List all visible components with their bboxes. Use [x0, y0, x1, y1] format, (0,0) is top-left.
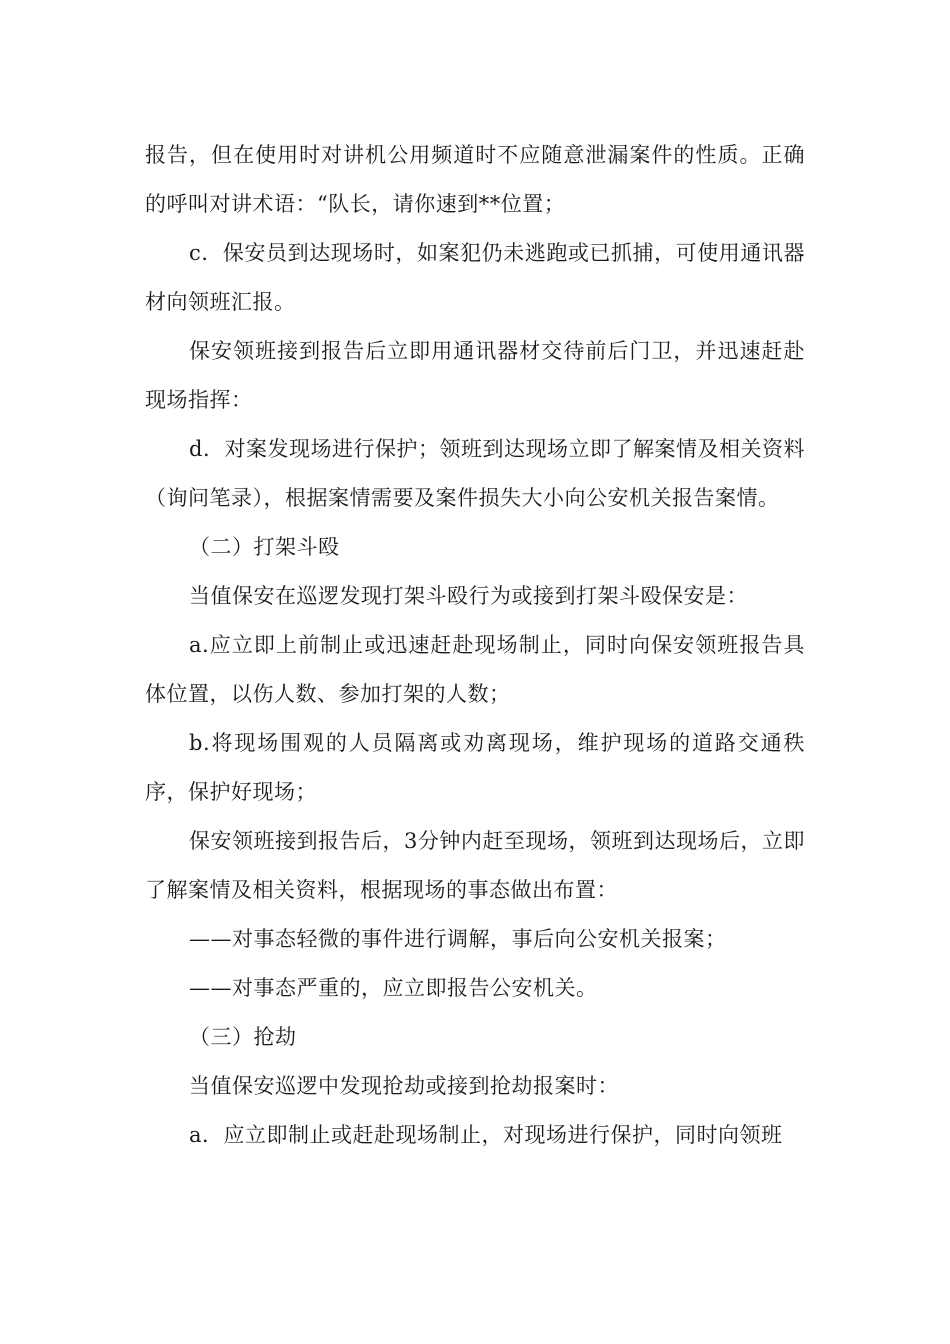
- paragraph-8: b.将现场围观的人员隔离或劝离现场，维护现场的道路交通秩序，保护好现场；: [145, 731, 805, 804]
- paragraph-11: ——对事态严重的，应立即报告公安机关。: [189, 976, 598, 1000]
- paragraph-6: 当值保安在巡逻发现打架斗殴行为或接到打架斗殴保安是：: [189, 584, 748, 608]
- paragraph-9: 保安领班接到报告后，3分钟内赶至现场，领班到达现场后，立即了解案情及相关资料，根据现场的事态做出布置：: [145, 829, 805, 902]
- paragraph-14: a．应立即制止或赶赴现场制止，对现场进行保护，同时向领班: [189, 1123, 783, 1147]
- section-heading-3: （三）抢劫: [189, 1025, 297, 1049]
- document-body: [145, 131, 805, 1160]
- paragraph-7: a.应立即上前制止或迅速赶赴现场制止，同时向保安领班报告具体位置，以伤人数、参加打架的人数；: [145, 633, 805, 706]
- paragraph-13: 当值保安巡逻中发现抢劫或接到抢劫报案时：: [189, 1074, 619, 1098]
- paragraph-2: c．保安员到达现场时，如案犯仍未逃跑或已抓捕，可使用通讯器材向领班汇报。: [145, 241, 805, 314]
- paragraph-10: ——对事态轻微的事件进行调解，事后向公安机关报案；: [189, 927, 727, 951]
- paragraph-3: 保安领班接到报告后立即用通讯器材交待前后门卫，并迅速赶赴现场指挥：: [145, 339, 805, 412]
- paragraph-1: 报告，但在使用时对讲机公用频道时不应随意泄漏案件的性质。正确的呼叫对讲术语：“队长，请你速到**位置；: [145, 143, 805, 216]
- section-heading-2: （二）打架斗殴: [189, 535, 340, 559]
- paragraph-4: d．对案发现场进行保护；领班到达现场立即了解案情及相关资料（询问笔录），根据案情需要及案件损失大小向公安机关报告案情。: [145, 437, 805, 510]
